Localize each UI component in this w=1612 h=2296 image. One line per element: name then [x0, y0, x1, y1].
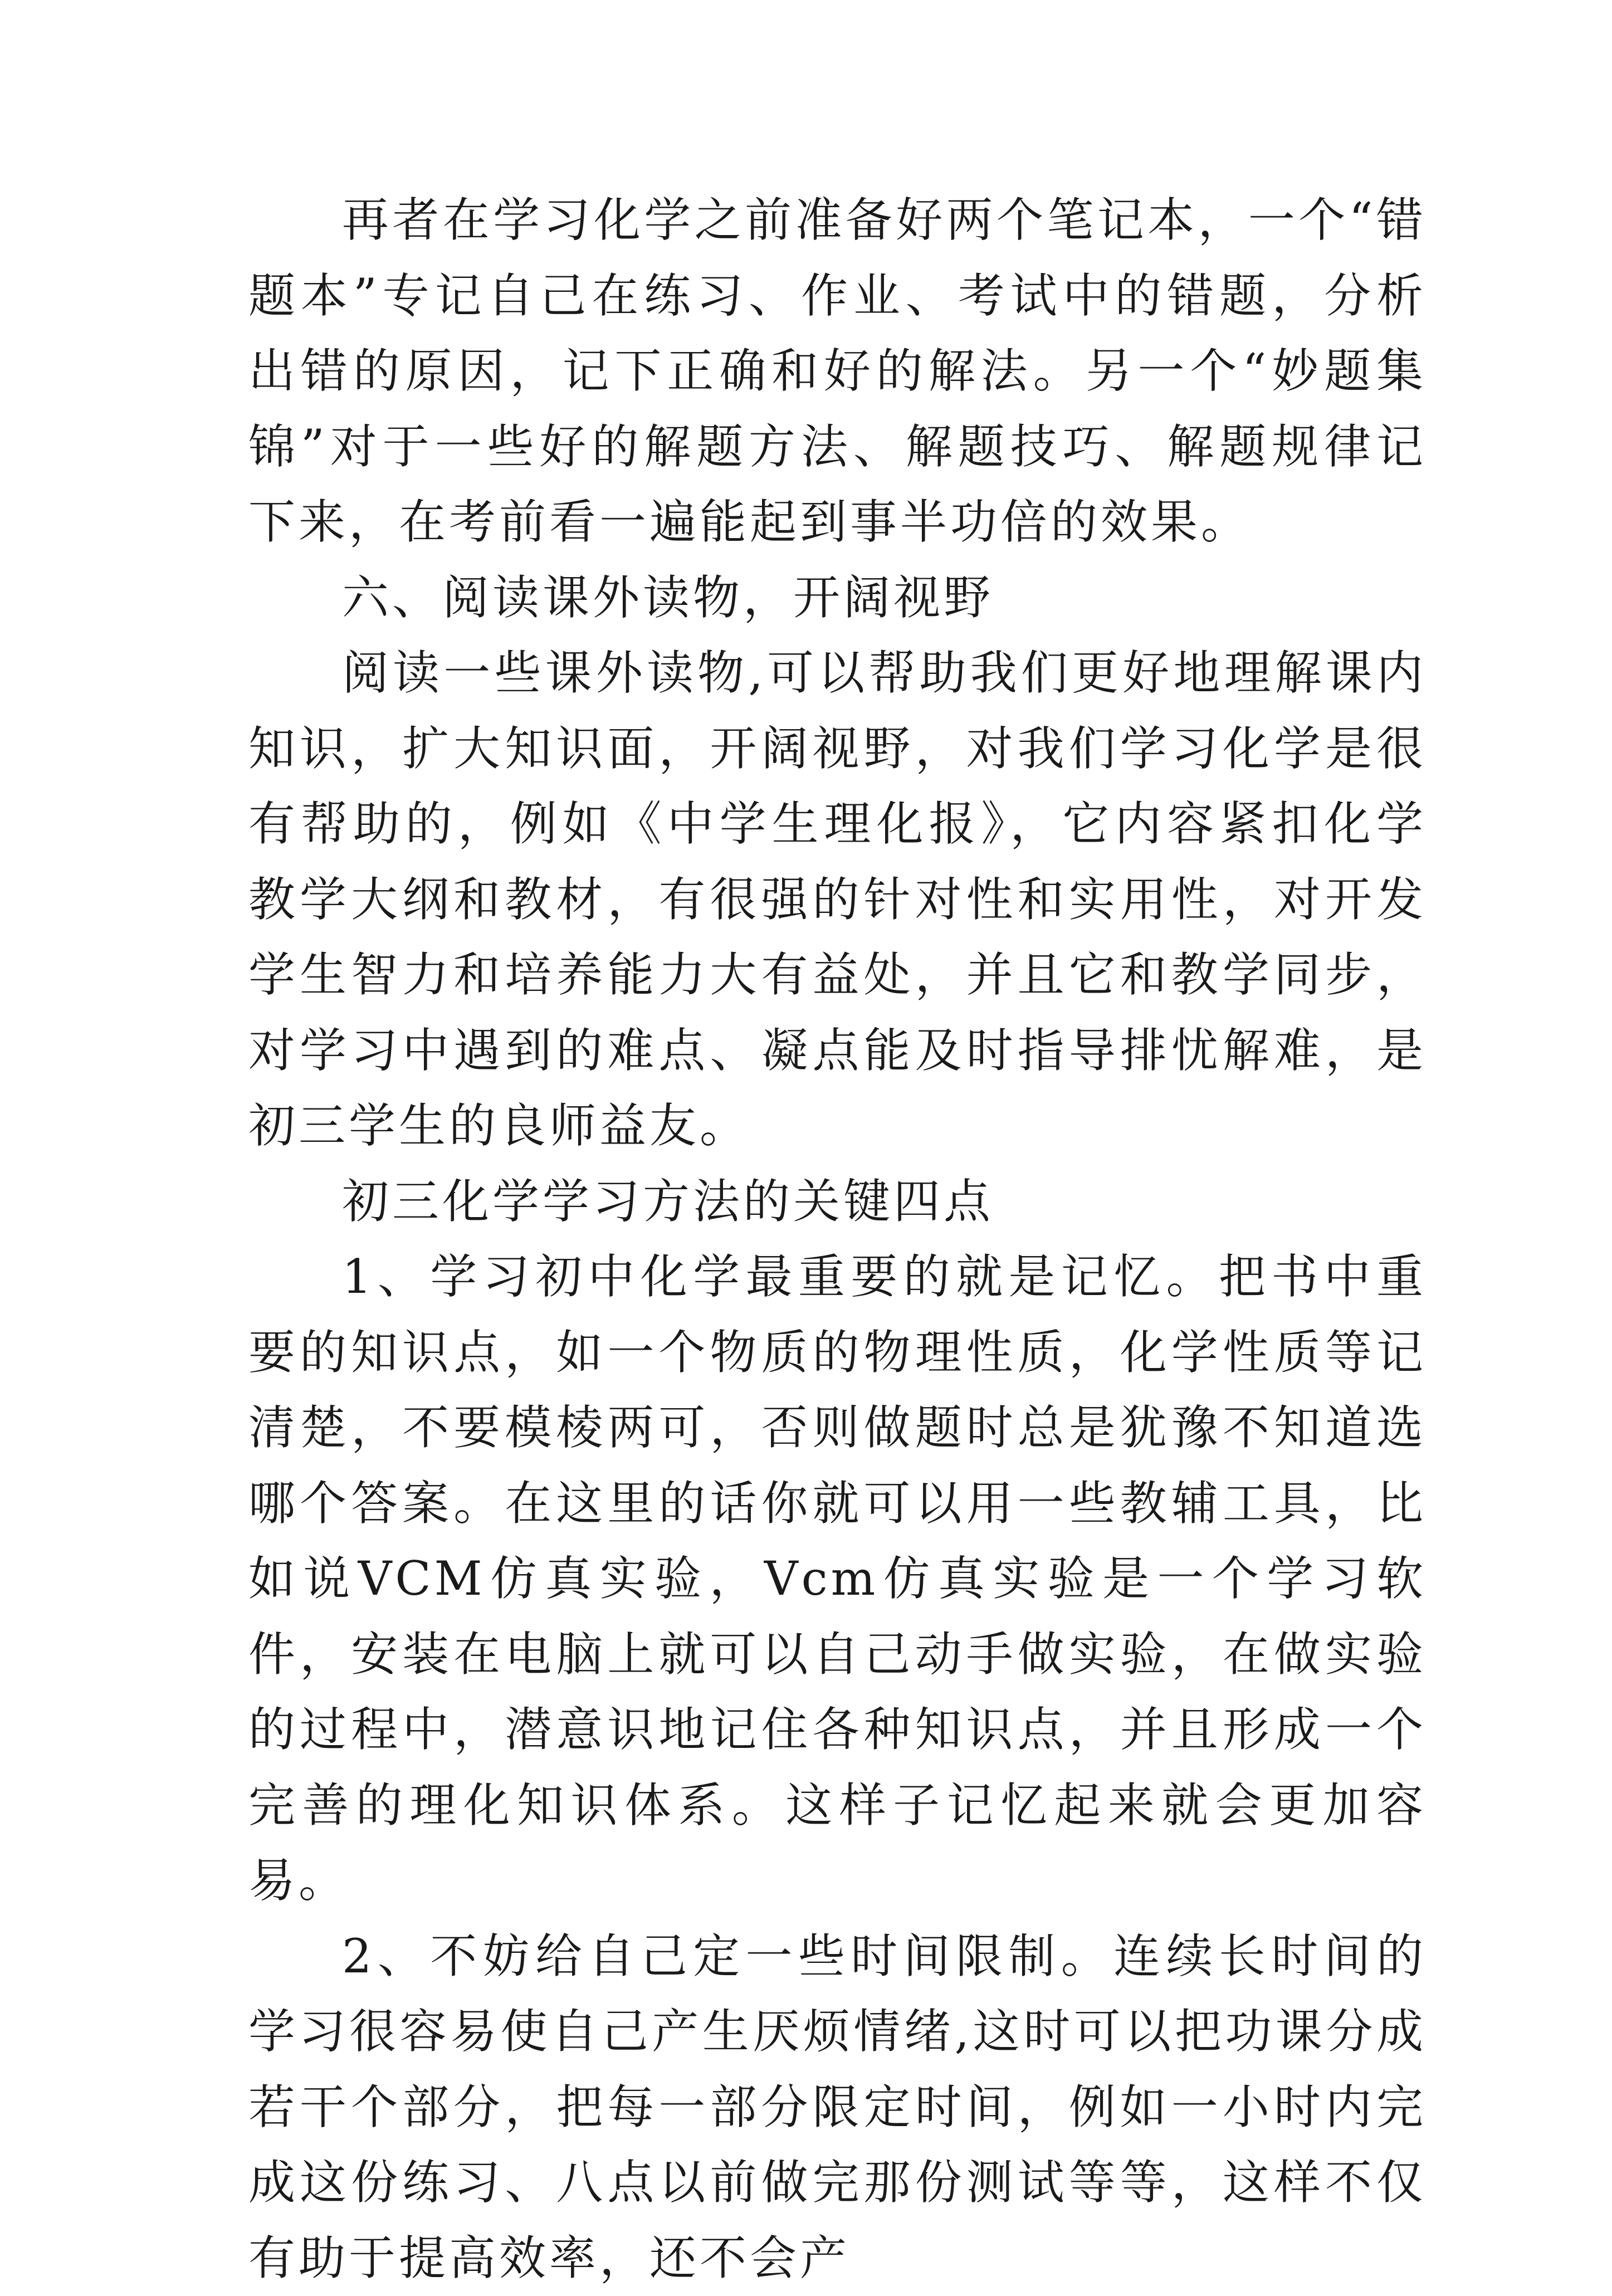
- document-body: [248, 183, 1427, 2296]
- section-heading-reading: 六、阅读课外读物，开阔视野: [248, 560, 1427, 636]
- section-heading-key-points: 初三化学学习方法的关键四点: [248, 1164, 1427, 1240]
- paragraph-reading: 阅读一些课外读物,可以帮助我们更好地理解课内知识，扩大知识面，开阔视野，对我们学习化学是很有帮助的，例如《中学生理化报》，它内容紧扣化学教学大纲和教材，有很强的针对性和实用性，对开发学生智力和培养能力大有益处，并且它和教学同步，对学习中遇到的难点、凝点能及时指导排忧解难，是初三学生的良师益友。: [248, 636, 1427, 1164]
- paragraph-notebooks: 再者在学习化学之前准备好两个笔记本，一个“错题本”专记自己在练习、作业、考试中的错题，分析出错的原因，记下正确和好的解法。另一个“妙题集锦”对于一些好的解题方法、解题技巧、解题规律记下来，在考前看一遍能起到事半功倍的效果。: [248, 183, 1427, 560]
- paragraph-point-2: 2、不妨给自己定一些时间限制。连续长时间的学习很容易使自己产生厌烦情绪,这时可以把功课分成若干个部分，把每一部分限定时间，例如一小时内完成这份练习、八点以前做完那份测试等等，这样不仅有助于提高效率，还不会产: [248, 1919, 1427, 2296]
- paragraph-point-1: 1、学习初中化学最重要的就是记忆。把书中重要的知识点，如一个物质的物理性质，化学性质等记清楚，不要模棱两可，否则做题时总是犹豫不知道选哪个答案。在这里的话你就可以用一些教辅工具，比如说VCM仿真实验，Vcm仿真实验是一个学习软件，安装在电脑上就可以自己动手做实验，在做实验的过程中，潜意识地记住各种知识点，并且形成一个完善的理化知识体系。这样子记忆起来就会更加容易。: [248, 1239, 1427, 1919]
